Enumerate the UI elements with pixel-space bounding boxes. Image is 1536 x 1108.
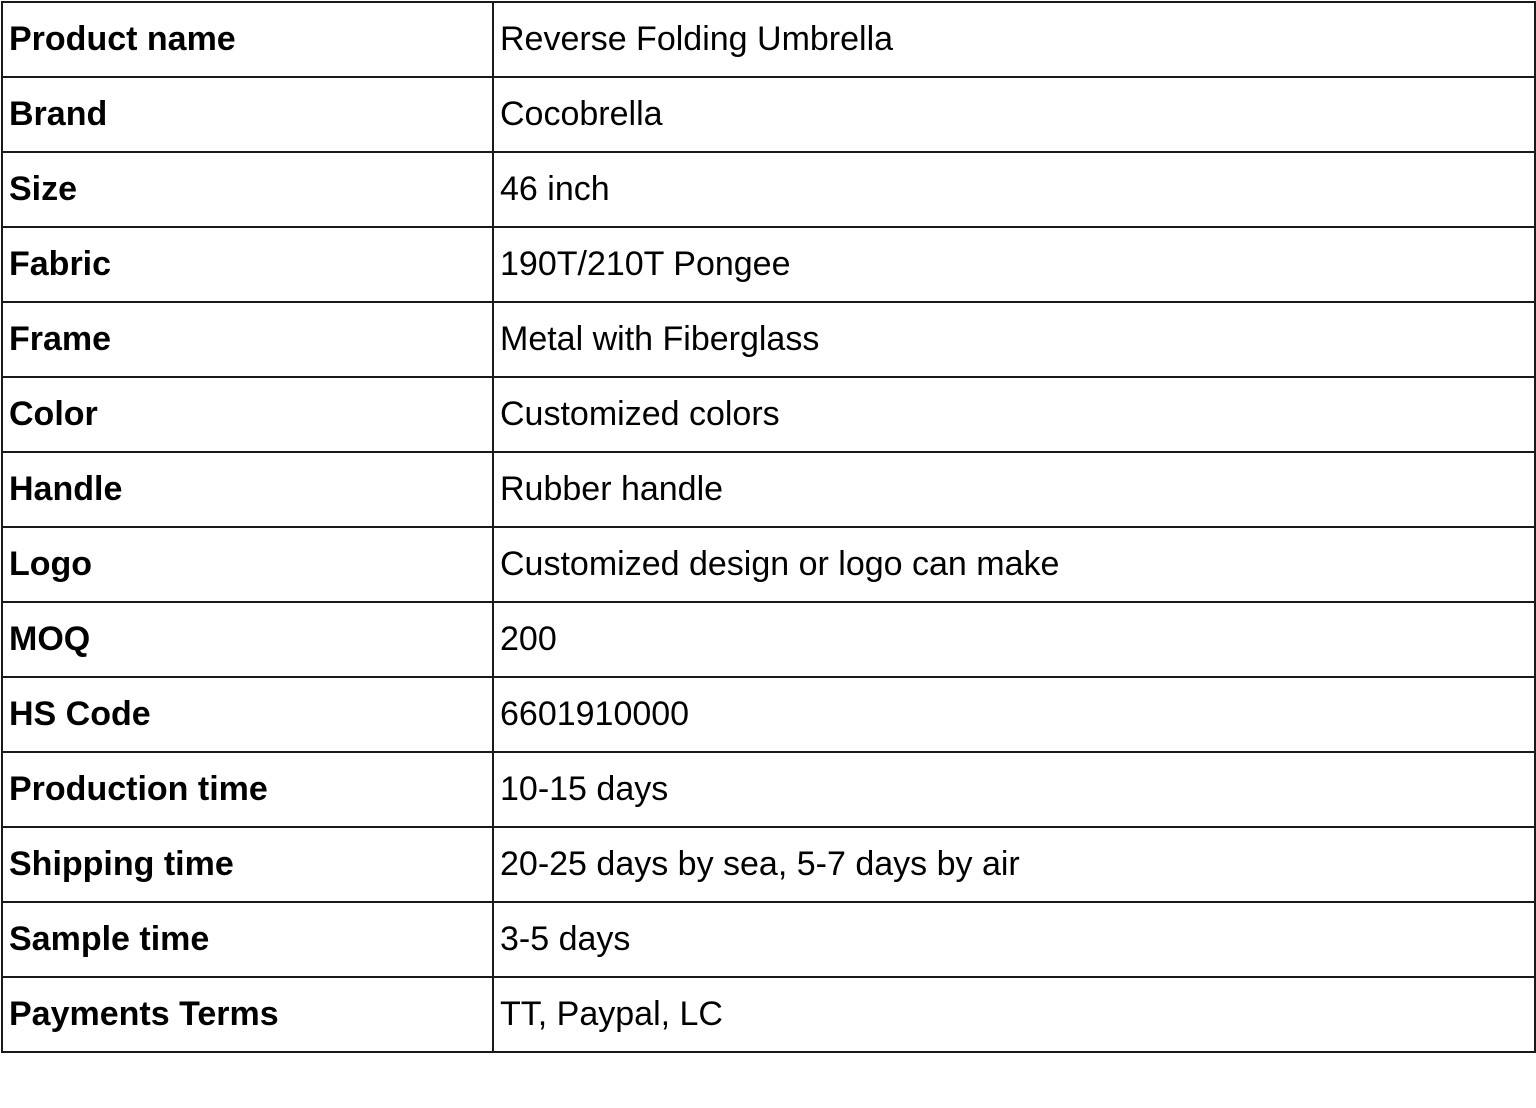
row-label: Production time: [2, 752, 493, 827]
row-value: Customized design or logo can make: [493, 527, 1535, 602]
table-row: [2, 977, 1535, 1052]
row-value: 3-5 days: [493, 902, 1535, 977]
table-row: [2, 902, 1535, 977]
table-row: [2, 527, 1535, 602]
row-label: Frame: [2, 302, 493, 377]
row-value: TT, Paypal, LC: [493, 977, 1535, 1052]
row-label: MOQ: [2, 602, 493, 677]
table-row: [2, 152, 1535, 227]
row-label: Payments Terms: [2, 977, 493, 1052]
row-value: 6601910000: [493, 677, 1535, 752]
table-row: [2, 452, 1535, 527]
table-row: [2, 752, 1535, 827]
row-label: Shipping time: [2, 827, 493, 902]
row-value: 200: [493, 602, 1535, 677]
row-label: HS Code: [2, 677, 493, 752]
row-value: Metal with Fiberglass: [493, 302, 1535, 377]
table-row: [2, 377, 1535, 452]
row-value: 10-15 days: [493, 752, 1535, 827]
row-label: Product name: [2, 2, 493, 77]
row-value: 190T/210T Pongee: [493, 227, 1535, 302]
table-row: [2, 77, 1535, 152]
row-label: Size: [2, 152, 493, 227]
table-row: [2, 2, 1535, 77]
row-value: 46 inch: [493, 152, 1535, 227]
table-row: [2, 227, 1535, 302]
table-row: [2, 302, 1535, 377]
row-value: Reverse Folding Umbrella: [493, 2, 1535, 77]
row-label: Brand: [2, 77, 493, 152]
row-label: Fabric: [2, 227, 493, 302]
row-label: Sample time: [2, 902, 493, 977]
row-value: Customized colors: [493, 377, 1535, 452]
table-row: [2, 827, 1535, 902]
table-row: [2, 602, 1535, 677]
table-row: [2, 677, 1535, 752]
row-label: Handle: [2, 452, 493, 527]
row-value: Cocobrella: [493, 77, 1535, 152]
row-label: Color: [2, 377, 493, 452]
product-spec-table: [1, 1, 1536, 1053]
row-value: Rubber handle: [493, 452, 1535, 527]
row-label: Logo: [2, 527, 493, 602]
row-value: 20-25 days by sea, 5-7 days by air: [493, 827, 1535, 902]
